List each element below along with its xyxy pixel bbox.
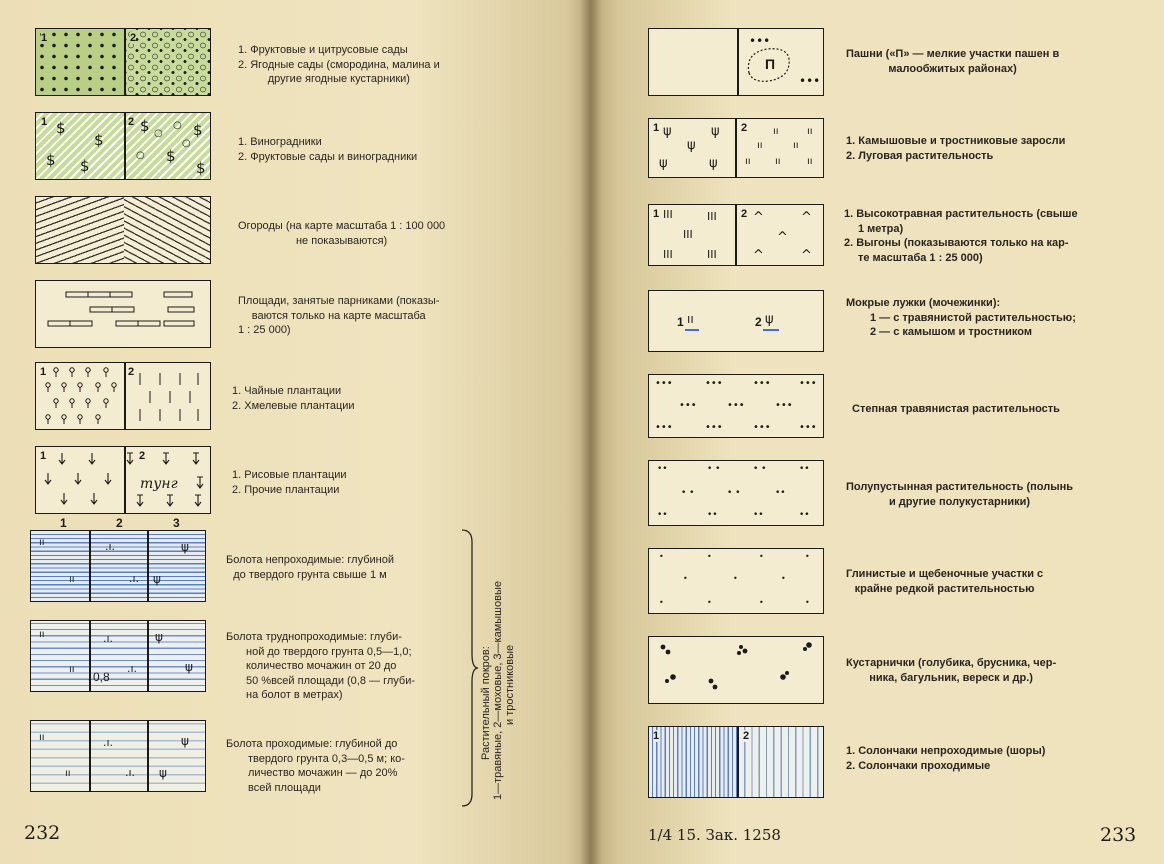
reed-icon: ψ	[711, 124, 720, 139]
caption-line: 2. Фруктовые сады и виноградники	[238, 150, 418, 163]
caption-steppe	[852, 402, 1060, 417]
caption-swamp-impassable	[226, 553, 394, 582]
caption-line: не показываются)	[295, 234, 388, 247]
symbol-number: 2	[139, 450, 146, 462]
rice-arrows	[36, 447, 211, 514]
reed-icon: ψ	[659, 156, 668, 171]
pasture-icon: ^	[801, 210, 812, 225]
dots-icon: ••	[657, 464, 668, 474]
water-line	[763, 329, 779, 331]
caption-line: и другие полукустарники)	[888, 495, 1031, 508]
symbol-tea-hops	[35, 362, 211, 430]
symbol-number: 1	[40, 366, 47, 378]
caption-line: 1. Высокотравная растительность (свыше	[844, 208, 1078, 220]
caption-swamp-passable	[226, 737, 405, 795]
reed-mark-icon: ψ	[153, 572, 161, 586]
caption-line: Полупустынная растительность (полынь	[846, 481, 1074, 493]
salt-marsh-passable	[738, 727, 824, 797]
tall-grass-icon: III	[663, 208, 673, 221]
grass-mark-icon: ıı	[39, 732, 45, 743]
symbol-number: 1	[677, 315, 684, 329]
caption-line: Степная травянистая растительность	[852, 403, 1060, 415]
dots-icon: •••	[727, 400, 745, 411]
book-gutter	[580, 0, 602, 864]
vine-icon: $	[196, 159, 206, 177]
caption-salt-marsh	[846, 744, 1045, 773]
symbol-number: 1	[653, 122, 660, 134]
symbol-number: 2	[128, 116, 135, 128]
dots-icon: ••	[753, 510, 764, 520]
tall-grass-icon: III	[707, 248, 717, 261]
dot-icon: •	[781, 574, 786, 583]
swamp-brace	[458, 528, 480, 808]
symbol-number: 1	[40, 450, 47, 462]
dot-icon: •	[759, 598, 764, 607]
caption-line: Болота непроходимые: глубиной	[226, 554, 394, 566]
vine-icon: $	[140, 117, 150, 135]
vine-icon: $	[193, 121, 203, 139]
reed-mark-icon: ψ	[181, 540, 189, 554]
dots-icon: •••	[775, 400, 793, 411]
caption-line: до твердого грунта свыше 1 м	[233, 568, 387, 581]
caption-line: те масштаба 1 : 25 000)	[858, 251, 983, 264]
caption-line: ной до твердого грунта 0,5—1,0;	[246, 645, 412, 658]
caption-line: 1. Виноградники	[238, 136, 322, 148]
vegetation-note-line: 1—травяные, 2—моховые, 3—камышовые	[492, 581, 504, 800]
column-number: 1	[60, 516, 67, 530]
tall-grass-icon: III	[663, 248, 673, 261]
caption-line: 2. Выгоны (показываются только на кар-	[844, 237, 1069, 250]
caption-line: другие ягодные кустарники)	[267, 73, 410, 86]
symbol-semidesert	[648, 460, 824, 526]
caption-clay	[846, 567, 1043, 596]
symbol-vineyards	[35, 112, 211, 180]
symbol-reeds-meadow	[648, 118, 824, 178]
dots-icon: •••	[753, 378, 771, 389]
caption-line: ника, багульник, вереск и др.)	[869, 671, 1033, 684]
caption-line: количество мочажин от 20 до	[246, 660, 397, 673]
symbol-tall-grass	[648, 204, 824, 266]
meadow-mark-icon: ıı	[793, 140, 799, 151]
dots-icon: •••	[705, 378, 723, 389]
reed-mark-icon: ψ	[159, 766, 167, 780]
caption-line: личество мочажин — до 20%	[248, 767, 398, 780]
symbol-berry-orchard	[125, 29, 211, 95]
caption-line: 2. Ягодные сады (смородина, малина и	[238, 58, 440, 71]
dots-icon: •••	[655, 378, 673, 389]
caption-line: Площади, занятые парниками (показы-	[238, 295, 440, 307]
tall-grass-icon: III	[683, 228, 693, 241]
reed-mark-icon: ψ	[181, 734, 189, 748]
reed-mark-icon: ψ	[185, 660, 193, 674]
column-number: 2	[116, 516, 123, 530]
dot-icon: •	[659, 598, 664, 607]
caption-line: 1. Фруктовые и цитрусовые сады	[238, 44, 408, 56]
caption-line: Кустарнички (голубика, брусника, чер-	[846, 657, 1057, 669]
dots-icon: •••	[749, 34, 771, 48]
shrub-dots	[649, 637, 824, 704]
water-line	[685, 329, 699, 331]
reed-icon: ψ	[663, 124, 672, 139]
symbol-number: 2	[741, 122, 748, 134]
symbol-rice	[35, 446, 211, 514]
caption-line: 1 метра)	[858, 222, 904, 235]
dots-icon: ••	[799, 510, 810, 520]
caption-wet-meadows	[846, 296, 1076, 340]
dot-icon: •	[707, 598, 712, 607]
caption-shrubs	[846, 656, 1056, 685]
caption-line: Болота проходимые: глубиной до	[226, 738, 398, 750]
caption-line: всей площади	[248, 781, 321, 794]
dots-icon: •••	[679, 400, 697, 411]
caption-swamp-difficult	[226, 630, 415, 703]
caption-line: малообжитых районах)	[888, 62, 1017, 75]
dots-icon: •••	[799, 378, 817, 389]
caption-plowland	[846, 47, 1059, 76]
symbol-number: 2	[741, 208, 748, 220]
page-number-left: 232	[24, 822, 61, 844]
vine-icon: $	[80, 157, 90, 175]
salt-marsh-impassable	[649, 727, 737, 797]
print-footer: 1/4 15. Зак. 1258	[648, 826, 781, 844]
vine-icon: $	[56, 119, 66, 137]
moss-mark-icon: .ı.	[125, 766, 136, 779]
dot-icon: •	[659, 552, 664, 561]
dots-icon: ••	[707, 510, 718, 520]
vine-icon: $	[166, 147, 176, 165]
vegetation-note-line: и тростниковые	[504, 644, 516, 725]
dots-icon: • •	[707, 464, 721, 474]
tree-circle-icon: ○	[182, 138, 191, 149]
symbol-swamp-impassable	[30, 530, 206, 602]
dot-icon: •	[759, 552, 764, 561]
meadow-mark-icon: ıı	[773, 126, 779, 137]
pasture-icon: ^	[801, 248, 812, 263]
symbol-number: 2	[743, 730, 750, 742]
moss-mark-icon: .ı.	[105, 540, 116, 553]
caption-line: Болота труднопроходимые: глуби-	[226, 631, 402, 643]
symbol-orchards	[35, 28, 211, 96]
caption-rice	[232, 468, 347, 497]
dots-icon: • •	[753, 464, 767, 474]
caption-line: Пашни («П» — мелкие участки пашен в	[846, 48, 1060, 60]
dots-icon: •••	[799, 422, 817, 433]
caption-orchards	[238, 43, 440, 87]
meadow-mark-icon: ıı	[757, 140, 763, 151]
caption-line: 1 : 25 000)	[238, 324, 291, 337]
caption-line: Глинистые и щебеночные участки с	[846, 568, 1044, 580]
dot-icon: •	[683, 574, 688, 583]
vegetation-note-line: Растительный покров:	[480, 646, 492, 760]
plantation-label: тунг	[140, 476, 178, 492]
moss-mark-icon: .ı.	[129, 572, 140, 585]
symbol-number: 1	[41, 116, 48, 128]
dots-icon: ••	[799, 464, 810, 474]
depth-value: 0,8	[93, 670, 110, 684]
caption-line: 2 — с камышом и тростником	[870, 326, 1032, 339]
column-number: 3	[173, 516, 180, 530]
wet-grass-icon: ıı	[687, 312, 694, 326]
grass-mark-icon: ıı	[39, 629, 45, 640]
tree-circle-icon: ○	[136, 150, 145, 161]
pasture-icon: ^	[777, 230, 788, 245]
caption-line: твердого грунта 0,3—0,5 м; ко-	[248, 752, 405, 765]
reed-icon: ψ	[709, 156, 718, 171]
symbol-gardens	[35, 196, 211, 264]
symbol-shrubs	[648, 636, 824, 704]
symbol-swamp-passable	[30, 720, 206, 792]
wet-reed-icon: ψ	[765, 312, 774, 327]
dots-icon: •••	[705, 422, 723, 433]
caption-line: ваются только на карте масштаба	[251, 309, 426, 322]
depth-label: ↓0,8	[87, 670, 110, 684]
vegetation-note	[478, 510, 538, 810]
pasture-icon: ^	[753, 210, 764, 225]
right-page	[590, 0, 1164, 864]
moss-mark-icon: .ı.	[103, 632, 114, 645]
tall-grass-icon: III	[707, 210, 717, 223]
symbol-greenhouses	[35, 280, 211, 348]
plowland-outline	[649, 29, 824, 96]
caption-tea-hops	[232, 384, 355, 413]
symbol-wet-meadows	[648, 290, 824, 352]
caption-line: Мокрые лужки (мочежинки):	[846, 297, 1001, 309]
symbol-steppe	[648, 374, 824, 438]
grass-mark-icon: ıı	[39, 537, 45, 548]
dots-icon: •••	[799, 74, 821, 88]
dots-icon: • •	[727, 488, 741, 498]
hatch-area	[36, 197, 124, 263]
symbol-plowland	[648, 28, 824, 96]
caption-greenhouses	[238, 294, 439, 338]
symbol-number: 1	[653, 730, 660, 742]
plowland-label: П	[765, 56, 776, 72]
dots-icon: • •	[681, 488, 695, 498]
meadow-mark-icon: ıı	[775, 156, 781, 167]
meadow-mark-icon: ıı	[807, 126, 813, 137]
reed-mark-icon: ψ	[155, 630, 163, 644]
pasture-icon: ^	[753, 248, 764, 263]
caption-line: 1. Солончаки непроходимые (шоры)	[846, 745, 1046, 757]
dot-icon: •	[707, 552, 712, 561]
symbol-number: 1	[41, 32, 48, 44]
meadow-mark-icon: ıı	[745, 156, 751, 167]
vine-icon: $	[46, 151, 56, 169]
dot-icon: •	[733, 574, 738, 583]
greenhouse-bars	[36, 281, 211, 348]
symbol-number: 1	[653, 208, 660, 220]
caption-semidesert	[846, 480, 1073, 509]
caption-line: крайне редкой растительностью	[854, 582, 1035, 595]
caption-vineyards	[238, 135, 417, 164]
symbol-salt-marsh	[648, 726, 824, 798]
symbol-fruit-orchard	[36, 29, 124, 95]
caption-line: 1. Камышовые и тростниковые заросли	[846, 135, 1066, 147]
caption-reeds-meadow	[846, 134, 1065, 163]
dot-icon: •	[805, 598, 810, 607]
dot-icon: •	[805, 552, 810, 561]
grass-mark-icon: ıı	[69, 664, 75, 675]
symbol-clay	[648, 548, 824, 614]
moss-mark-icon: .ı.	[127, 662, 138, 675]
caption-line: Огороды (на карте масштаба 1 : 100 000	[238, 220, 446, 232]
vine-icon: $	[94, 131, 104, 149]
caption-line: 1 — с травянистой растительностью;	[870, 311, 1076, 324]
caption-line: 50 %всей площади (0,8 — глуби-	[246, 674, 416, 687]
caption-tall-grass	[844, 207, 1078, 265]
symbol-number: 2	[130, 32, 137, 44]
tree-circle-icon: ○	[173, 120, 182, 131]
grass-mark-icon: ıı	[65, 768, 71, 779]
symbol-number: 2	[128, 366, 135, 378]
hatch-area	[124, 197, 211, 263]
meadow-mark-icon: ıı	[807, 156, 813, 167]
caption-line: 1. Чайные плантации	[232, 385, 342, 397]
dots-icon: •••	[655, 422, 673, 433]
tree-circle-icon: ○	[154, 128, 163, 139]
caption-line: 2. Прочие плантации	[232, 483, 340, 496]
page-number-right: 233	[1100, 824, 1137, 846]
symbol-swamp-difficult	[30, 620, 206, 692]
symbol-number: 2	[755, 315, 762, 329]
dots-icon: ••	[775, 488, 786, 498]
caption-line: на болот в метрах)	[246, 689, 343, 702]
caption-gardens	[238, 219, 445, 248]
caption-line: 1. Рисовые плантации	[232, 469, 347, 481]
dots-icon: ••	[657, 510, 668, 520]
reed-icon: ψ	[687, 138, 696, 153]
moss-mark-icon: .ı.	[103, 736, 114, 749]
tea-hops-marks	[36, 363, 211, 430]
caption-line: 2. Хмелевые плантации	[232, 399, 355, 412]
caption-line: 2. Солончаки проходимые	[846, 759, 991, 772]
dots-icon: •••	[753, 422, 771, 433]
grass-mark-icon: ıı	[69, 574, 75, 585]
caption-line: 2. Луговая растительность	[846, 149, 994, 162]
